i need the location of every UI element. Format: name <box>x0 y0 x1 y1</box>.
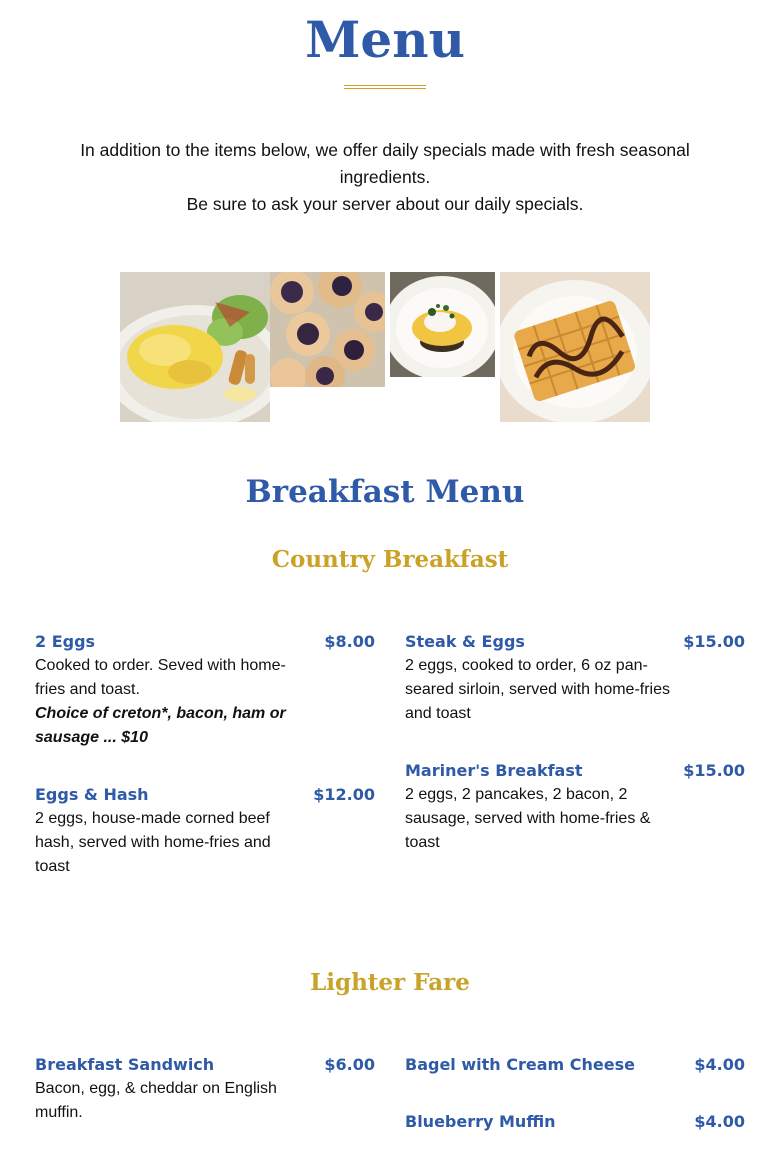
intro-line-2: Be sure to ask your server about our daily specials. <box>186 194 584 214</box>
item-note: Choice of creton*, bacon, ham or sausage ... $10 <box>35 705 286 746</box>
lighter-fare-title: Lighter Fare <box>310 969 470 996</box>
menu-item-mariners-breakfast <box>405 759 745 855</box>
item-price: $6.00 <box>324 1055 375 1074</box>
item-description: 2 eggs, house-made corned beef hash, served with home-fries and toast <box>35 810 271 875</box>
item-description: Bacon, egg, & cheddar on English muffin. <box>35 1080 277 1121</box>
item-price: $15.00 <box>683 632 745 651</box>
menu-item-bagel-cream-cheese <box>405 1053 745 1077</box>
scrambled-eggs-photo <box>120 272 270 422</box>
country-breakfast-title: Country Breakfast <box>271 546 509 573</box>
menu-item-steak-eggs <box>405 630 745 726</box>
eggs-benedict-photo <box>390 272 495 377</box>
item-price: $4.00 <box>694 1112 745 1131</box>
item-price: $12.00 <box>313 785 375 804</box>
item-name: Eggs & Hash <box>35 785 149 804</box>
menu-item-2-eggs <box>35 630 375 750</box>
item-price: $4.00 <box>694 1055 745 1074</box>
item-name: Breakfast Sandwich <box>35 1055 215 1074</box>
item-description: 2 eggs, 2 pancakes, 2 bacon, 2 sausage, served with home-fries & toast <box>405 786 651 851</box>
item-description: 2 eggs, cooked to order, 6 oz pan-seared sirloin, served with home-fries and toast <box>405 657 670 722</box>
item-name: Bagel with Cream Cheese <box>405 1055 635 1074</box>
item-price: $8.00 <box>324 632 375 651</box>
breakfast-menu-title: Breakfast Menu <box>245 474 525 510</box>
item-description: Cooked to order. Seved with home-fries and toast. <box>35 657 286 698</box>
intro-line-1: In addition to the items below, we offer daily specials made with fresh seasonal ingredients. <box>80 140 690 187</box>
item-name: 2 Eggs <box>35 632 96 651</box>
item-price: $15.00 <box>683 761 745 780</box>
menu-item-blueberry-muffin <box>405 1110 745 1134</box>
intro-text <box>55 137 715 218</box>
item-name: Steak & Eggs <box>405 632 525 651</box>
menu-item-eggs-hash <box>35 783 375 879</box>
page-title: Menu <box>305 10 465 69</box>
waffle-photo <box>500 272 650 422</box>
item-name: Mariner's Breakfast <box>405 761 583 780</box>
title-divider <box>344 85 426 89</box>
item-name: Blueberry Muffin <box>405 1112 556 1131</box>
menu-item-breakfast-sandwich <box>35 1053 375 1125</box>
blueberry-pastries-photo <box>270 272 385 387</box>
